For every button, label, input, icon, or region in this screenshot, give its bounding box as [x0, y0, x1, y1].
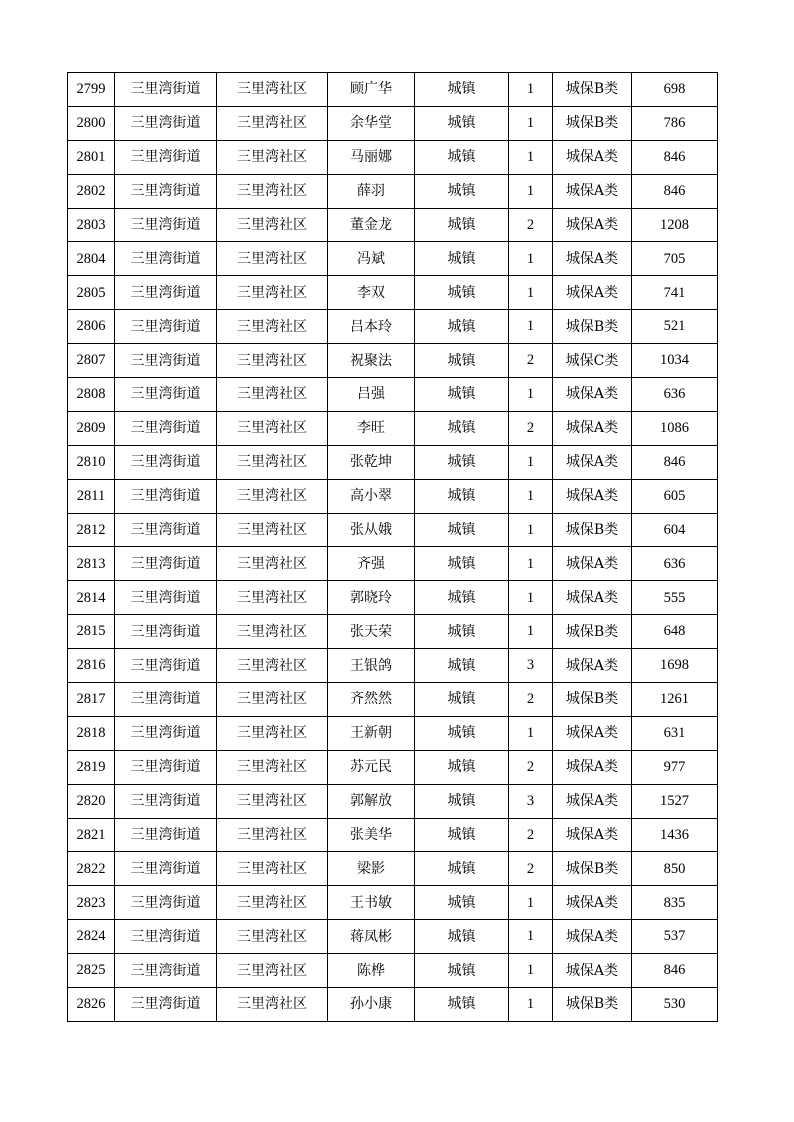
community-cell: 三里湾社区 [217, 615, 328, 649]
area-type-cell: 城镇 [415, 852, 509, 886]
street-cell: 三里湾街道 [115, 310, 217, 344]
street-cell: 三里湾街道 [115, 547, 217, 581]
category-cell: 城保B类 [553, 310, 632, 344]
household-count-cell: 1 [509, 954, 553, 988]
name-cell: 齐强 [328, 547, 415, 581]
amount-cell: 846 [632, 140, 718, 174]
household-count-cell: 1 [509, 242, 553, 276]
area-type-cell: 城镇 [415, 886, 509, 920]
category-cell: 城保B类 [553, 852, 632, 886]
community-cell: 三里湾社区 [217, 750, 328, 784]
category-cell: 城保A类 [553, 886, 632, 920]
serial-number-cell: 2799 [68, 73, 115, 107]
household-count-cell: 2 [509, 683, 553, 717]
area-type-cell: 城镇 [415, 920, 509, 954]
street-cell: 三里湾街道 [115, 73, 217, 107]
category-cell: 城保A类 [553, 716, 632, 750]
category-cell: 城保A类 [553, 547, 632, 581]
table-row [68, 513, 718, 547]
area-type-cell: 城镇 [415, 649, 509, 683]
community-cell: 三里湾社区 [217, 208, 328, 242]
street-cell: 三里湾街道 [115, 716, 217, 750]
household-count-cell: 1 [509, 615, 553, 649]
category-cell: 城保A类 [553, 140, 632, 174]
amount-cell: 521 [632, 310, 718, 344]
community-cell: 三里湾社区 [217, 581, 328, 615]
serial-number-cell: 2808 [68, 378, 115, 412]
serial-number-cell: 2818 [68, 716, 115, 750]
name-cell: 马丽娜 [328, 140, 415, 174]
area-type-cell: 城镇 [415, 954, 509, 988]
name-cell: 李双 [328, 276, 415, 310]
street-cell: 三里湾街道 [115, 784, 217, 818]
amount-cell: 698 [632, 73, 718, 107]
amount-cell: 1034 [632, 344, 718, 378]
community-cell: 三里湾社区 [217, 886, 328, 920]
street-cell: 三里湾街道 [115, 140, 217, 174]
category-cell: 城保B类 [553, 73, 632, 107]
community-cell: 三里湾社区 [217, 140, 328, 174]
serial-number-cell: 2813 [68, 547, 115, 581]
area-type-cell: 城镇 [415, 411, 509, 445]
amount-cell: 977 [632, 750, 718, 784]
area-type-cell: 城镇 [415, 344, 509, 378]
area-type-cell: 城镇 [415, 174, 509, 208]
community-cell: 三里湾社区 [217, 784, 328, 818]
household-count-cell: 1 [509, 581, 553, 615]
name-cell: 郭晓玲 [328, 581, 415, 615]
data-table [67, 72, 718, 1022]
amount-cell: 1261 [632, 683, 718, 717]
community-cell: 三里湾社区 [217, 818, 328, 852]
serial-number-cell: 2819 [68, 750, 115, 784]
name-cell: 薛羽 [328, 174, 415, 208]
community-cell: 三里湾社区 [217, 683, 328, 717]
table-row [68, 174, 718, 208]
household-count-cell: 2 [509, 411, 553, 445]
household-count-cell: 2 [509, 750, 553, 784]
area-type-cell: 城镇 [415, 750, 509, 784]
street-cell: 三里湾街道 [115, 852, 217, 886]
table-row [68, 581, 718, 615]
community-cell: 三里湾社区 [217, 954, 328, 988]
table-row [68, 445, 718, 479]
community-cell: 三里湾社区 [217, 174, 328, 208]
table-row [68, 716, 718, 750]
category-cell: 城保A类 [553, 479, 632, 513]
table-row [68, 344, 718, 378]
amount-cell: 648 [632, 615, 718, 649]
household-count-cell: 1 [509, 920, 553, 954]
household-count-cell: 3 [509, 649, 553, 683]
serial-number-cell: 2806 [68, 310, 115, 344]
area-type-cell: 城镇 [415, 479, 509, 513]
name-cell: 张美华 [328, 818, 415, 852]
serial-number-cell: 2809 [68, 411, 115, 445]
table-row [68, 276, 718, 310]
street-cell: 三里湾街道 [115, 106, 217, 140]
street-cell: 三里湾街道 [115, 649, 217, 683]
area-type-cell: 城镇 [415, 140, 509, 174]
household-count-cell: 1 [509, 445, 553, 479]
community-cell: 三里湾社区 [217, 649, 328, 683]
household-count-cell: 1 [509, 886, 553, 920]
category-cell: 城保A类 [553, 378, 632, 412]
amount-cell: 846 [632, 954, 718, 988]
household-count-cell: 1 [509, 378, 553, 412]
table-row [68, 208, 718, 242]
amount-cell: 846 [632, 445, 718, 479]
area-type-cell: 城镇 [415, 276, 509, 310]
street-cell: 三里湾街道 [115, 954, 217, 988]
serial-number-cell: 2820 [68, 784, 115, 818]
table-row [68, 954, 718, 988]
amount-cell: 786 [632, 106, 718, 140]
table-row [68, 784, 718, 818]
amount-cell: 537 [632, 920, 718, 954]
table-row [68, 106, 718, 140]
category-cell: 城保B类 [553, 513, 632, 547]
table-body [68, 73, 718, 1022]
amount-cell: 1527 [632, 784, 718, 818]
amount-cell: 605 [632, 479, 718, 513]
area-type-cell: 城镇 [415, 784, 509, 818]
area-type-cell: 城镇 [415, 683, 509, 717]
street-cell: 三里湾街道 [115, 344, 217, 378]
household-count-cell: 1 [509, 310, 553, 344]
street-cell: 三里湾街道 [115, 920, 217, 954]
street-cell: 三里湾街道 [115, 174, 217, 208]
name-cell: 吕本玲 [328, 310, 415, 344]
name-cell: 董金龙 [328, 208, 415, 242]
category-cell: 城保A类 [553, 784, 632, 818]
category-cell: 城保A类 [553, 242, 632, 276]
name-cell: 冯斌 [328, 242, 415, 276]
area-type-cell: 城镇 [415, 818, 509, 852]
area-type-cell: 城镇 [415, 581, 509, 615]
table-row [68, 242, 718, 276]
street-cell: 三里湾街道 [115, 513, 217, 547]
community-cell: 三里湾社区 [217, 445, 328, 479]
category-cell: 城保B类 [553, 683, 632, 717]
serial-number-cell: 2807 [68, 344, 115, 378]
community-cell: 三里湾社区 [217, 344, 328, 378]
area-type-cell: 城镇 [415, 378, 509, 412]
household-count-cell: 2 [509, 818, 553, 852]
serial-number-cell: 2824 [68, 920, 115, 954]
category-cell: 城保A类 [553, 445, 632, 479]
table-row [68, 479, 718, 513]
name-cell: 张天荣 [328, 615, 415, 649]
serial-number-cell: 2812 [68, 513, 115, 547]
area-type-cell: 城镇 [415, 242, 509, 276]
area-type-cell: 城镇 [415, 73, 509, 107]
street-cell: 三里湾街道 [115, 445, 217, 479]
street-cell: 三里湾街道 [115, 615, 217, 649]
serial-number-cell: 2814 [68, 581, 115, 615]
street-cell: 三里湾街道 [115, 479, 217, 513]
table-row [68, 683, 718, 717]
amount-cell: 846 [632, 174, 718, 208]
name-cell: 高小翠 [328, 479, 415, 513]
serial-number-cell: 2802 [68, 174, 115, 208]
street-cell: 三里湾街道 [115, 411, 217, 445]
table-row [68, 988, 718, 1022]
household-count-cell: 1 [509, 276, 553, 310]
serial-number-cell: 2801 [68, 140, 115, 174]
category-cell: 城保C类 [553, 344, 632, 378]
serial-number-cell: 2821 [68, 818, 115, 852]
community-cell: 三里湾社区 [217, 73, 328, 107]
name-cell: 齐然然 [328, 683, 415, 717]
table-row [68, 310, 718, 344]
community-cell: 三里湾社区 [217, 242, 328, 276]
name-cell: 吕强 [328, 378, 415, 412]
community-cell: 三里湾社区 [217, 106, 328, 140]
serial-number-cell: 2816 [68, 649, 115, 683]
street-cell: 三里湾街道 [115, 988, 217, 1022]
community-cell: 三里湾社区 [217, 852, 328, 886]
amount-cell: 604 [632, 513, 718, 547]
community-cell: 三里湾社区 [217, 988, 328, 1022]
serial-number-cell: 2805 [68, 276, 115, 310]
household-count-cell: 3 [509, 784, 553, 818]
area-type-cell: 城镇 [415, 615, 509, 649]
name-cell: 王书敏 [328, 886, 415, 920]
serial-number-cell: 2817 [68, 683, 115, 717]
area-type-cell: 城镇 [415, 106, 509, 140]
household-count-cell: 1 [509, 174, 553, 208]
community-cell: 三里湾社区 [217, 513, 328, 547]
amount-cell: 530 [632, 988, 718, 1022]
table-row [68, 852, 718, 886]
table-row [68, 615, 718, 649]
table-row [68, 411, 718, 445]
serial-number-cell: 2815 [68, 615, 115, 649]
table-row [68, 140, 718, 174]
area-type-cell: 城镇 [415, 513, 509, 547]
street-cell: 三里湾街道 [115, 276, 217, 310]
amount-cell: 1698 [632, 649, 718, 683]
street-cell: 三里湾街道 [115, 208, 217, 242]
community-cell: 三里湾社区 [217, 547, 328, 581]
area-type-cell: 城镇 [415, 310, 509, 344]
amount-cell: 835 [632, 886, 718, 920]
amount-cell: 636 [632, 378, 718, 412]
household-count-cell: 2 [509, 208, 553, 242]
table-row [68, 378, 718, 412]
table-row [68, 886, 718, 920]
household-count-cell: 1 [509, 479, 553, 513]
name-cell: 苏元民 [328, 750, 415, 784]
street-cell: 三里湾街道 [115, 750, 217, 784]
serial-number-cell: 2804 [68, 242, 115, 276]
amount-cell: 741 [632, 276, 718, 310]
name-cell: 张从娥 [328, 513, 415, 547]
community-cell: 三里湾社区 [217, 479, 328, 513]
amount-cell: 1436 [632, 818, 718, 852]
street-cell: 三里湾街道 [115, 818, 217, 852]
community-cell: 三里湾社区 [217, 716, 328, 750]
amount-cell: 1208 [632, 208, 718, 242]
area-type-cell: 城镇 [415, 445, 509, 479]
name-cell: 张乾坤 [328, 445, 415, 479]
name-cell: 王银鸽 [328, 649, 415, 683]
serial-number-cell: 2810 [68, 445, 115, 479]
serial-number-cell: 2822 [68, 852, 115, 886]
community-cell: 三里湾社区 [217, 378, 328, 412]
amount-cell: 636 [632, 547, 718, 581]
name-cell: 梁影 [328, 852, 415, 886]
area-type-cell: 城镇 [415, 547, 509, 581]
community-cell: 三里湾社区 [217, 920, 328, 954]
category-cell: 城保A类 [553, 208, 632, 242]
name-cell: 王新朝 [328, 716, 415, 750]
serial-number-cell: 2800 [68, 106, 115, 140]
household-count-cell: 2 [509, 852, 553, 886]
serial-number-cell: 2825 [68, 954, 115, 988]
category-cell: 城保B类 [553, 106, 632, 140]
table-row [68, 818, 718, 852]
serial-number-cell: 2823 [68, 886, 115, 920]
table-row [68, 649, 718, 683]
street-cell: 三里湾街道 [115, 886, 217, 920]
household-count-cell: 1 [509, 513, 553, 547]
category-cell: 城保B类 [553, 615, 632, 649]
category-cell: 城保A类 [553, 750, 632, 784]
name-cell: 余华堂 [328, 106, 415, 140]
household-count-cell: 1 [509, 140, 553, 174]
household-count-cell: 1 [509, 547, 553, 581]
area-type-cell: 城镇 [415, 988, 509, 1022]
household-count-cell: 2 [509, 344, 553, 378]
area-type-cell: 城镇 [415, 208, 509, 242]
name-cell: 郭解放 [328, 784, 415, 818]
household-count-cell: 1 [509, 716, 553, 750]
street-cell: 三里湾街道 [115, 242, 217, 276]
household-count-cell: 1 [509, 73, 553, 107]
serial-number-cell: 2811 [68, 479, 115, 513]
name-cell: 祝聚法 [328, 344, 415, 378]
serial-number-cell: 2826 [68, 988, 115, 1022]
category-cell: 城保A类 [553, 411, 632, 445]
category-cell: 城保A类 [553, 818, 632, 852]
area-type-cell: 城镇 [415, 716, 509, 750]
serial-number-cell: 2803 [68, 208, 115, 242]
amount-cell: 555 [632, 581, 718, 615]
amount-cell: 631 [632, 716, 718, 750]
name-cell: 李旺 [328, 411, 415, 445]
street-cell: 三里湾街道 [115, 683, 217, 717]
name-cell: 顾广华 [328, 73, 415, 107]
category-cell: 城保A类 [553, 920, 632, 954]
community-cell: 三里湾社区 [217, 310, 328, 344]
amount-cell: 1086 [632, 411, 718, 445]
name-cell: 蒋凤彬 [328, 920, 415, 954]
category-cell: 城保A类 [553, 174, 632, 208]
category-cell: 城保A类 [553, 276, 632, 310]
amount-cell: 850 [632, 852, 718, 886]
street-cell: 三里湾街道 [115, 581, 217, 615]
category-cell: 城保A类 [553, 649, 632, 683]
street-cell: 三里湾街道 [115, 378, 217, 412]
household-count-cell: 1 [509, 106, 553, 140]
amount-cell: 705 [632, 242, 718, 276]
table-row [68, 750, 718, 784]
category-cell: 城保B类 [553, 988, 632, 1022]
household-count-cell: 1 [509, 988, 553, 1022]
table-row [68, 547, 718, 581]
category-cell: 城保A类 [553, 581, 632, 615]
category-cell: 城保A类 [553, 954, 632, 988]
community-cell: 三里湾社区 [217, 276, 328, 310]
table-row [68, 920, 718, 954]
name-cell: 孙小康 [328, 988, 415, 1022]
community-cell: 三里湾社区 [217, 411, 328, 445]
name-cell: 陈桦 [328, 954, 415, 988]
table-row [68, 73, 718, 107]
